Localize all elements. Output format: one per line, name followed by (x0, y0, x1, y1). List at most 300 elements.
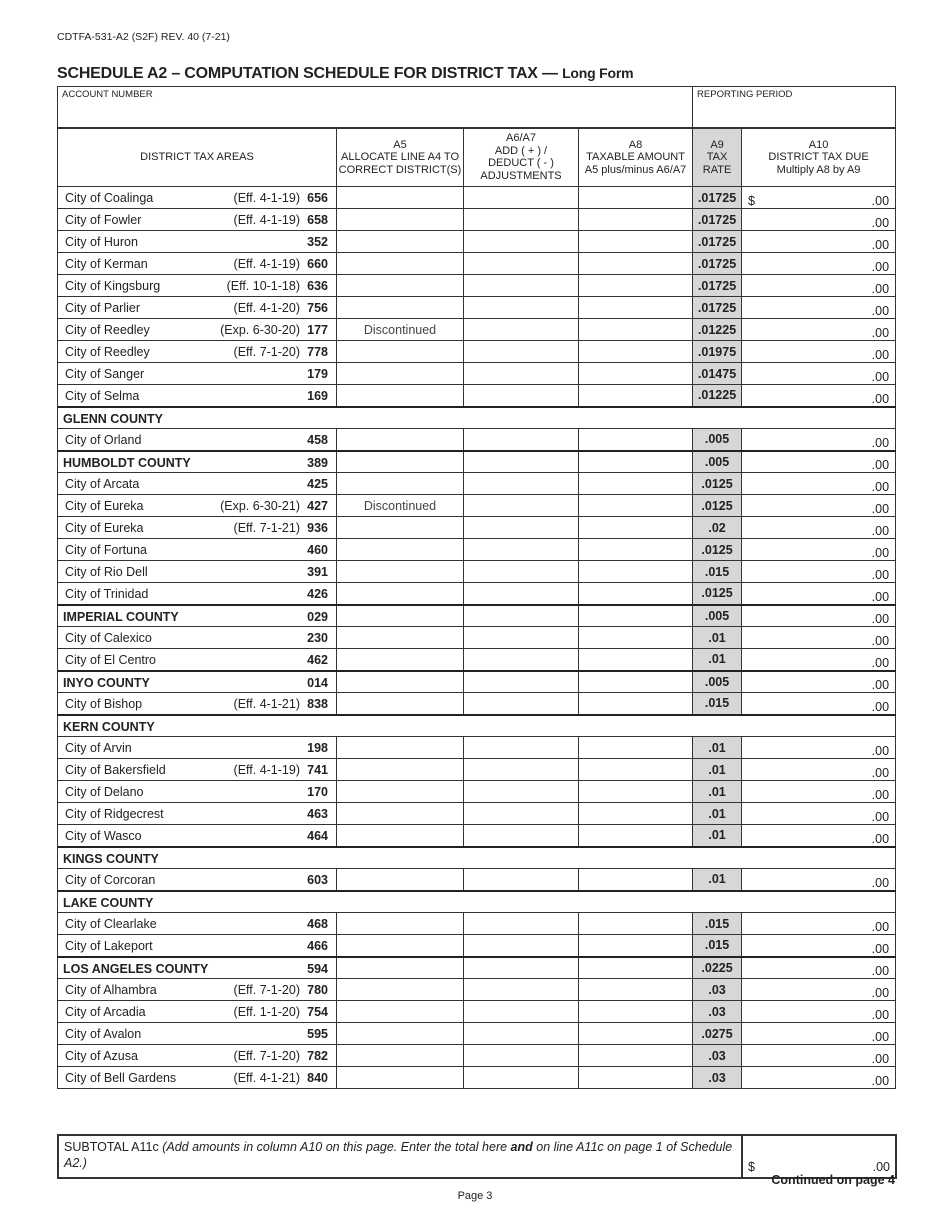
district-code: 658 (307, 213, 328, 227)
a8-taxable-amount-field[interactable] (579, 495, 693, 517)
a6-adjustments-field[interactable] (464, 825, 579, 847)
a5-allocate-field[interactable] (337, 869, 464, 891)
a5-allocate-field[interactable] (337, 649, 464, 671)
a5-allocate-field[interactable] (337, 341, 464, 363)
table-row (58, 627, 896, 649)
district-name: City of Rio Dell (65, 565, 148, 579)
a6-adjustments-field[interactable] (464, 737, 579, 759)
tax-due-value: .00 (871, 304, 890, 318)
a5-allocate-field[interactable] (337, 561, 464, 583)
a8-taxable-amount-field[interactable] (579, 275, 693, 297)
district-code: 636 (307, 279, 328, 293)
district-cell (58, 671, 337, 693)
a5-allocate-field[interactable] (337, 1023, 464, 1045)
county-row (58, 671, 896, 693)
district-name: City of Huron (65, 235, 138, 249)
a10-tax-due-field[interactable] (742, 627, 896, 649)
a5-allocate-field[interactable] (337, 583, 464, 605)
table-row (58, 561, 896, 583)
district-code: 198 (307, 741, 328, 755)
district-name: City of Arcata (65, 477, 140, 491)
a10-tax-due-field[interactable] (742, 781, 896, 803)
a5-allocate-field[interactable] (337, 363, 464, 385)
header-a10: A10 DISTRICT TAX DUE Multiply A8 by A9 (742, 128, 896, 187)
a9-tax-rate: .01725 (693, 253, 742, 275)
a6-adjustments-field[interactable] (464, 385, 579, 407)
a10-tax-due-field[interactable] (742, 869, 896, 891)
a10-tax-due-field[interactable] (742, 451, 896, 473)
a10-tax-due-field[interactable] (742, 187, 896, 209)
a6-adjustments-field[interactable] (464, 341, 579, 363)
a5-allocate-field[interactable] (337, 1067, 464, 1089)
tax-due-value: .00 (871, 524, 890, 538)
district-cell (58, 913, 337, 935)
district-cell (58, 605, 337, 627)
tax-due-value: .00 (871, 634, 890, 648)
tax-due-value: .00 (871, 699, 890, 714)
a5-allocate-field[interactable] (337, 297, 464, 319)
a8-taxable-amount-field[interactable] (579, 319, 693, 341)
a10-tax-due-field[interactable] (742, 297, 896, 319)
a6-adjustments-field[interactable] (464, 517, 579, 539)
a6-adjustments-field[interactable] (464, 561, 579, 583)
district-code: 838 (307, 697, 328, 711)
county-row (58, 605, 896, 627)
district-cell (58, 759, 337, 781)
a6-adjustments-field[interactable] (464, 209, 579, 231)
a8-taxable-amount-field[interactable] (579, 385, 693, 407)
tax-due-value: .00 (871, 612, 890, 626)
a10-tax-due-field[interactable] (742, 759, 896, 781)
district-name: City of Corcoran (65, 873, 156, 887)
a10-tax-due-field[interactable] (742, 385, 896, 407)
tax-due-value: .00 (871, 678, 890, 692)
a5-allocate-field[interactable] (337, 187, 464, 209)
district-cell (58, 319, 337, 341)
a8-taxable-amount-field[interactable] (579, 253, 693, 275)
effective-date: (Eff. 7-1-20) (233, 345, 300, 359)
a6-adjustments-field[interactable] (464, 627, 579, 649)
title-suffix: Long Form (562, 65, 634, 81)
a10-tax-due-field[interactable] (742, 1001, 896, 1023)
district-name: City of Alhambra (65, 983, 157, 997)
table-row (58, 935, 896, 957)
a6-adjustments-field[interactable] (464, 275, 579, 297)
a8-taxable-amount-field[interactable] (579, 1023, 693, 1045)
a8-taxable-amount-field[interactable] (579, 1045, 693, 1067)
district-cell (58, 737, 337, 759)
a8-taxable-amount-field[interactable] (579, 209, 693, 231)
district-name: City of Trinidad (65, 587, 149, 601)
a10-tax-due-field[interactable] (742, 649, 896, 671)
district-cell (58, 253, 337, 275)
tax-due-value: .00 (871, 1008, 890, 1022)
a8-taxable-amount-field[interactable] (579, 341, 693, 363)
effective-date: (Eff. 4-1-19) (233, 213, 300, 227)
district-name: City of Avalon (65, 1027, 142, 1041)
a8-taxable-amount-field[interactable] (579, 825, 693, 847)
district-name: City of Arvin (65, 741, 132, 755)
header-a5: A5 ALLOCATE LINE A4 TO CORRECT DISTRICT(S) (337, 128, 464, 187)
county-heading (58, 891, 896, 913)
a10-tax-due-field[interactable] (742, 363, 896, 385)
a8-taxable-amount-field[interactable] (579, 759, 693, 781)
a6-adjustments-field[interactable] (464, 583, 579, 605)
district-name: City of Lakeport (65, 939, 153, 953)
district-cell (58, 451, 337, 473)
a6-adjustments-field[interactable] (464, 935, 579, 957)
district-code: 463 (307, 807, 328, 821)
a5-allocate-field[interactable] (337, 781, 464, 803)
county-name: KINGS COUNTY (63, 851, 159, 866)
a8-taxable-amount-field[interactable] (579, 451, 693, 473)
district-cell (58, 869, 337, 891)
a5-allocate-field[interactable] (337, 253, 464, 275)
a5-allocate-field[interactable] (337, 803, 464, 825)
a10-tax-due-field[interactable] (742, 275, 896, 297)
district-code: 426 (307, 587, 328, 601)
district-cell (58, 627, 337, 649)
a8-taxable-amount-field[interactable] (579, 957, 693, 979)
tax-due-value: .00 (871, 370, 890, 384)
a10-tax-due-field[interactable] (742, 671, 896, 693)
tax-due-value: .00 (871, 831, 890, 846)
dollar-sign: $ (748, 1160, 755, 1174)
a8-taxable-amount-field[interactable] (579, 583, 693, 605)
dollar-sign: $ (748, 194, 755, 208)
effective-date: (Eff. 4-1-19) (233, 763, 300, 777)
a6-adjustments-field[interactable] (464, 319, 579, 341)
a10-tax-due-field[interactable] (742, 583, 896, 605)
district-name: City of Reedley (65, 345, 150, 359)
table-row (58, 1001, 896, 1023)
table-row (58, 297, 896, 319)
a10-tax-due-field[interactable] (742, 1045, 896, 1067)
district-cell (58, 385, 337, 407)
a9-tax-rate: .01975 (693, 341, 742, 363)
a5-allocate-field[interactable] (337, 275, 464, 297)
account-number-label: ACCOUNT NUMBER (62, 89, 153, 100)
a6-adjustments-field[interactable] (464, 671, 579, 693)
effective-date: (Eff. 7-1-20) (233, 983, 300, 997)
tax-due-value: .00 (871, 766, 890, 780)
a8-taxable-amount-field[interactable] (579, 979, 693, 1001)
reporting-period-field[interactable] (693, 87, 896, 128)
a9-tax-rate: .0225 (693, 957, 742, 979)
district-name: IMPERIAL COUNTY (63, 609, 179, 624)
district-name: City of Kingsburg (65, 279, 161, 293)
a10-tax-due-field[interactable] (742, 539, 896, 561)
table-row (58, 495, 896, 517)
table-row (58, 429, 896, 451)
a6-adjustments-field[interactable] (464, 605, 579, 627)
a8-taxable-amount-field[interactable] (579, 1001, 693, 1023)
a8-taxable-amount-field[interactable] (579, 737, 693, 759)
tax-due-value: .00 (871, 810, 890, 824)
a8-taxable-amount-field[interactable] (579, 231, 693, 253)
a5-allocate-field[interactable] (337, 539, 464, 561)
a10-tax-due-field[interactable] (742, 913, 896, 935)
a8-taxable-amount-field[interactable] (579, 693, 693, 715)
table-row (58, 341, 896, 363)
a6-adjustments-field[interactable] (464, 363, 579, 385)
a10-tax-due-field[interactable] (742, 1067, 896, 1089)
district-code: 462 (307, 653, 328, 667)
a8-taxable-amount-field[interactable] (579, 627, 693, 649)
a5-allocate-field[interactable] (337, 935, 464, 957)
district-tax-table (57, 86, 896, 1089)
a5-allocate-field[interactable] (337, 825, 464, 847)
effective-date: (Eff. 7-1-21) (233, 521, 300, 535)
a10-tax-due-field[interactable] (742, 517, 896, 539)
a8-taxable-amount-field[interactable] (579, 561, 693, 583)
a6-adjustments-field[interactable] (464, 429, 579, 451)
tax-due-value: .00 (871, 435, 890, 450)
district-code: 425 (307, 477, 328, 491)
effective-date: (Eff. 10-1-18) (226, 279, 300, 293)
a6-adjustments-field[interactable] (464, 1023, 579, 1045)
a5-allocate-field[interactable] (337, 737, 464, 759)
district-code: 389 (307, 455, 328, 470)
a5-allocate-field[interactable] (337, 759, 464, 781)
a5-allocate-field[interactable] (337, 605, 464, 627)
district-name: INYO COUNTY (63, 675, 150, 690)
a6-adjustments-field[interactable] (464, 231, 579, 253)
district-cell (58, 693, 337, 715)
a6-adjustments-field[interactable] (464, 253, 579, 275)
county-row (58, 847, 896, 869)
a10-tax-due-field[interactable] (742, 1023, 896, 1045)
a6-adjustments-field[interactable] (464, 759, 579, 781)
a10-tax-due-field[interactable] (742, 495, 896, 517)
a9-tax-rate: .01 (693, 627, 742, 649)
tax-due-value: .00 (871, 875, 890, 890)
a6-adjustments-field[interactable] (464, 187, 579, 209)
county-row (58, 957, 896, 979)
a6-adjustments-field[interactable] (464, 539, 579, 561)
a10-tax-due-field[interactable] (742, 803, 896, 825)
a8-taxable-amount-field[interactable] (579, 605, 693, 627)
a5-allocate-field[interactable] (337, 1045, 464, 1067)
a6-adjustments-field[interactable] (464, 913, 579, 935)
a6-adjustments-field[interactable] (464, 1001, 579, 1023)
table-row (58, 759, 896, 781)
tax-due-value: .00 (871, 194, 890, 208)
effective-date: (Eff. 7-1-20) (233, 1049, 300, 1063)
a6-adjustments-field[interactable] (464, 957, 579, 979)
district-code: 177 (307, 323, 328, 337)
district-name: City of Sanger (65, 367, 145, 381)
a8-taxable-amount-field[interactable] (579, 671, 693, 693)
district-code: 169 (307, 389, 328, 403)
a5-allocate-field[interactable] (337, 627, 464, 649)
district-name: City of Clearlake (65, 917, 157, 931)
district-name: City of Kerman (65, 257, 148, 271)
a6-adjustments-field[interactable] (464, 495, 579, 517)
tax-due-value: .00 (871, 920, 890, 934)
a8-taxable-amount-field[interactable] (579, 649, 693, 671)
effective-date: (Eff. 4-1-21) (233, 697, 300, 711)
a8-taxable-amount-field[interactable] (579, 781, 693, 803)
a6-adjustments-field[interactable] (464, 473, 579, 495)
a10-tax-due-field[interactable] (742, 979, 896, 1001)
a8-taxable-amount-field[interactable] (579, 517, 693, 539)
a10-tax-due-field[interactable] (742, 209, 896, 231)
a6-adjustments-field[interactable] (464, 649, 579, 671)
district-code: 391 (307, 565, 328, 579)
table-row (58, 253, 896, 275)
district-code: 458 (307, 433, 328, 447)
discontinued-label: Discontinued (363, 322, 437, 337)
a8-taxable-amount-field[interactable] (579, 913, 693, 935)
table-row (58, 473, 896, 495)
tax-due-value: .00 (871, 986, 890, 1000)
district-name: City of Bell Gardens (65, 1071, 177, 1085)
a9-tax-rate: .03 (693, 1067, 742, 1089)
district-cell (58, 473, 337, 495)
a6-adjustments-field[interactable] (464, 781, 579, 803)
table-row (58, 539, 896, 561)
a10-tax-due-field[interactable] (742, 341, 896, 363)
a6-adjustments-field[interactable] (464, 297, 579, 319)
a8-taxable-amount-field[interactable] (579, 429, 693, 451)
header-a9: A9 TAX RATE (693, 128, 742, 187)
a10-tax-due-field[interactable] (742, 825, 896, 847)
a9-tax-rate: .01 (693, 825, 742, 847)
a8-taxable-amount-field[interactable] (579, 869, 693, 891)
a5-allocate-field[interactable] (337, 957, 464, 979)
a5-allocate-field[interactable] (337, 451, 464, 473)
a9-tax-rate: .01725 (693, 275, 742, 297)
district-name: City of Orland (65, 433, 142, 447)
district-code: 170 (307, 785, 328, 799)
a9-tax-rate: .01 (693, 869, 742, 891)
a10-tax-due-field[interactable] (742, 253, 896, 275)
district-name: City of Fortuna (65, 543, 147, 557)
a6-adjustments-field[interactable] (464, 1067, 579, 1089)
county-row (58, 407, 896, 429)
district-name: City of Reedley (65, 323, 150, 337)
discontinued-label: Discontinued (363, 498, 437, 513)
a8-taxable-amount-field[interactable] (579, 1067, 693, 1089)
a6-adjustments-field[interactable] (464, 451, 579, 473)
county-heading (58, 715, 896, 737)
district-name: City of Arcadia (65, 1005, 146, 1019)
a8-taxable-amount-field[interactable] (579, 935, 693, 957)
a8-taxable-amount-field[interactable] (579, 539, 693, 561)
account-number-field[interactable] (58, 87, 693, 128)
tax-due-value: .00 (871, 458, 890, 472)
district-code: 460 (307, 543, 328, 557)
district-name: City of Wasco (65, 829, 142, 843)
a10-tax-due-field[interactable] (742, 605, 896, 627)
subtotal-a11c-field[interactable] (742, 1135, 896, 1178)
a5-allocate-field[interactable] (337, 979, 464, 1001)
district-code: 230 (307, 631, 328, 645)
district-name: City of Eureka (65, 521, 144, 535)
a10-tax-due-field[interactable] (742, 473, 896, 495)
title-main: SCHEDULE A2 – COMPUTATION SCHEDULE FOR DISTRICT TAX — (57, 65, 563, 82)
a6-adjustments-field[interactable] (464, 979, 579, 1001)
table-row (58, 825, 896, 847)
a6-adjustments-field[interactable] (464, 803, 579, 825)
a6-adjustments-field[interactable] (464, 693, 579, 715)
a8-taxable-amount-field[interactable] (579, 297, 693, 319)
tax-due-value: .00 (871, 964, 890, 978)
a10-tax-due-field[interactable] (742, 737, 896, 759)
a9-tax-rate: .01225 (693, 319, 742, 341)
a5-allocate-field[interactable] (337, 913, 464, 935)
a10-tax-due-field[interactable] (742, 231, 896, 253)
a9-tax-rate: .01725 (693, 297, 742, 319)
district-cell (58, 297, 337, 319)
district-cell (58, 275, 337, 297)
a9-tax-rate: .005 (693, 605, 742, 627)
a8-taxable-amount-field[interactable] (579, 187, 693, 209)
district-cell (58, 1045, 337, 1067)
table-row (58, 363, 896, 385)
a5-allocate-field[interactable] (337, 231, 464, 253)
a8-taxable-amount-field[interactable] (579, 803, 693, 825)
county-row (58, 715, 896, 737)
a9-tax-rate: .015 (693, 913, 742, 935)
county-row (58, 891, 896, 913)
a5-allocate-field (337, 495, 464, 517)
county-heading (58, 847, 896, 869)
tax-due-value: .00 (871, 238, 890, 252)
a9-tax-rate: .005 (693, 671, 742, 693)
a9-tax-rate: .01225 (693, 385, 742, 407)
a10-tax-due-field[interactable] (742, 319, 896, 341)
effective-date: (Eff. 4-1-21) (233, 1071, 300, 1085)
a6-adjustments-field[interactable] (464, 869, 579, 891)
a10-tax-due-field[interactable] (742, 429, 896, 451)
a10-tax-due-field[interactable] (742, 935, 896, 957)
district-code: 179 (307, 367, 328, 381)
a10-tax-due-field[interactable] (742, 561, 896, 583)
a5-allocate-field[interactable] (337, 385, 464, 407)
a5-allocate-field[interactable] (337, 517, 464, 539)
district-code: 780 (307, 983, 328, 997)
a5-allocate-field[interactable] (337, 473, 464, 495)
table-row (58, 913, 896, 935)
district-code: 782 (307, 1049, 328, 1063)
district-code: 756 (307, 301, 328, 315)
tax-due-value: .00 (871, 216, 890, 230)
a6-adjustments-field[interactable] (464, 1045, 579, 1067)
a8-taxable-amount-field[interactable] (579, 363, 693, 385)
a10-tax-due-field[interactable] (742, 957, 896, 979)
a5-allocate-field[interactable] (337, 1001, 464, 1023)
tax-due-value: .00 (871, 348, 890, 362)
a5-allocate-field[interactable] (337, 429, 464, 451)
district-name: City of Bakersfield (65, 763, 166, 777)
a9-tax-rate: .03 (693, 1045, 742, 1067)
table-row (58, 781, 896, 803)
a5-allocate-field[interactable] (337, 693, 464, 715)
a5-allocate-field[interactable] (337, 209, 464, 231)
district-cell (58, 1001, 337, 1023)
district-name: City of Ridgecrest (65, 807, 164, 821)
a10-tax-due-field[interactable] (742, 693, 896, 715)
a5-allocate-field[interactable] (337, 671, 464, 693)
a8-taxable-amount-field[interactable] (579, 473, 693, 495)
district-cell (58, 979, 337, 1001)
a9-tax-rate: .01 (693, 781, 742, 803)
district-cell (58, 517, 337, 539)
table-row (58, 737, 896, 759)
a9-tax-rate: .0125 (693, 473, 742, 495)
